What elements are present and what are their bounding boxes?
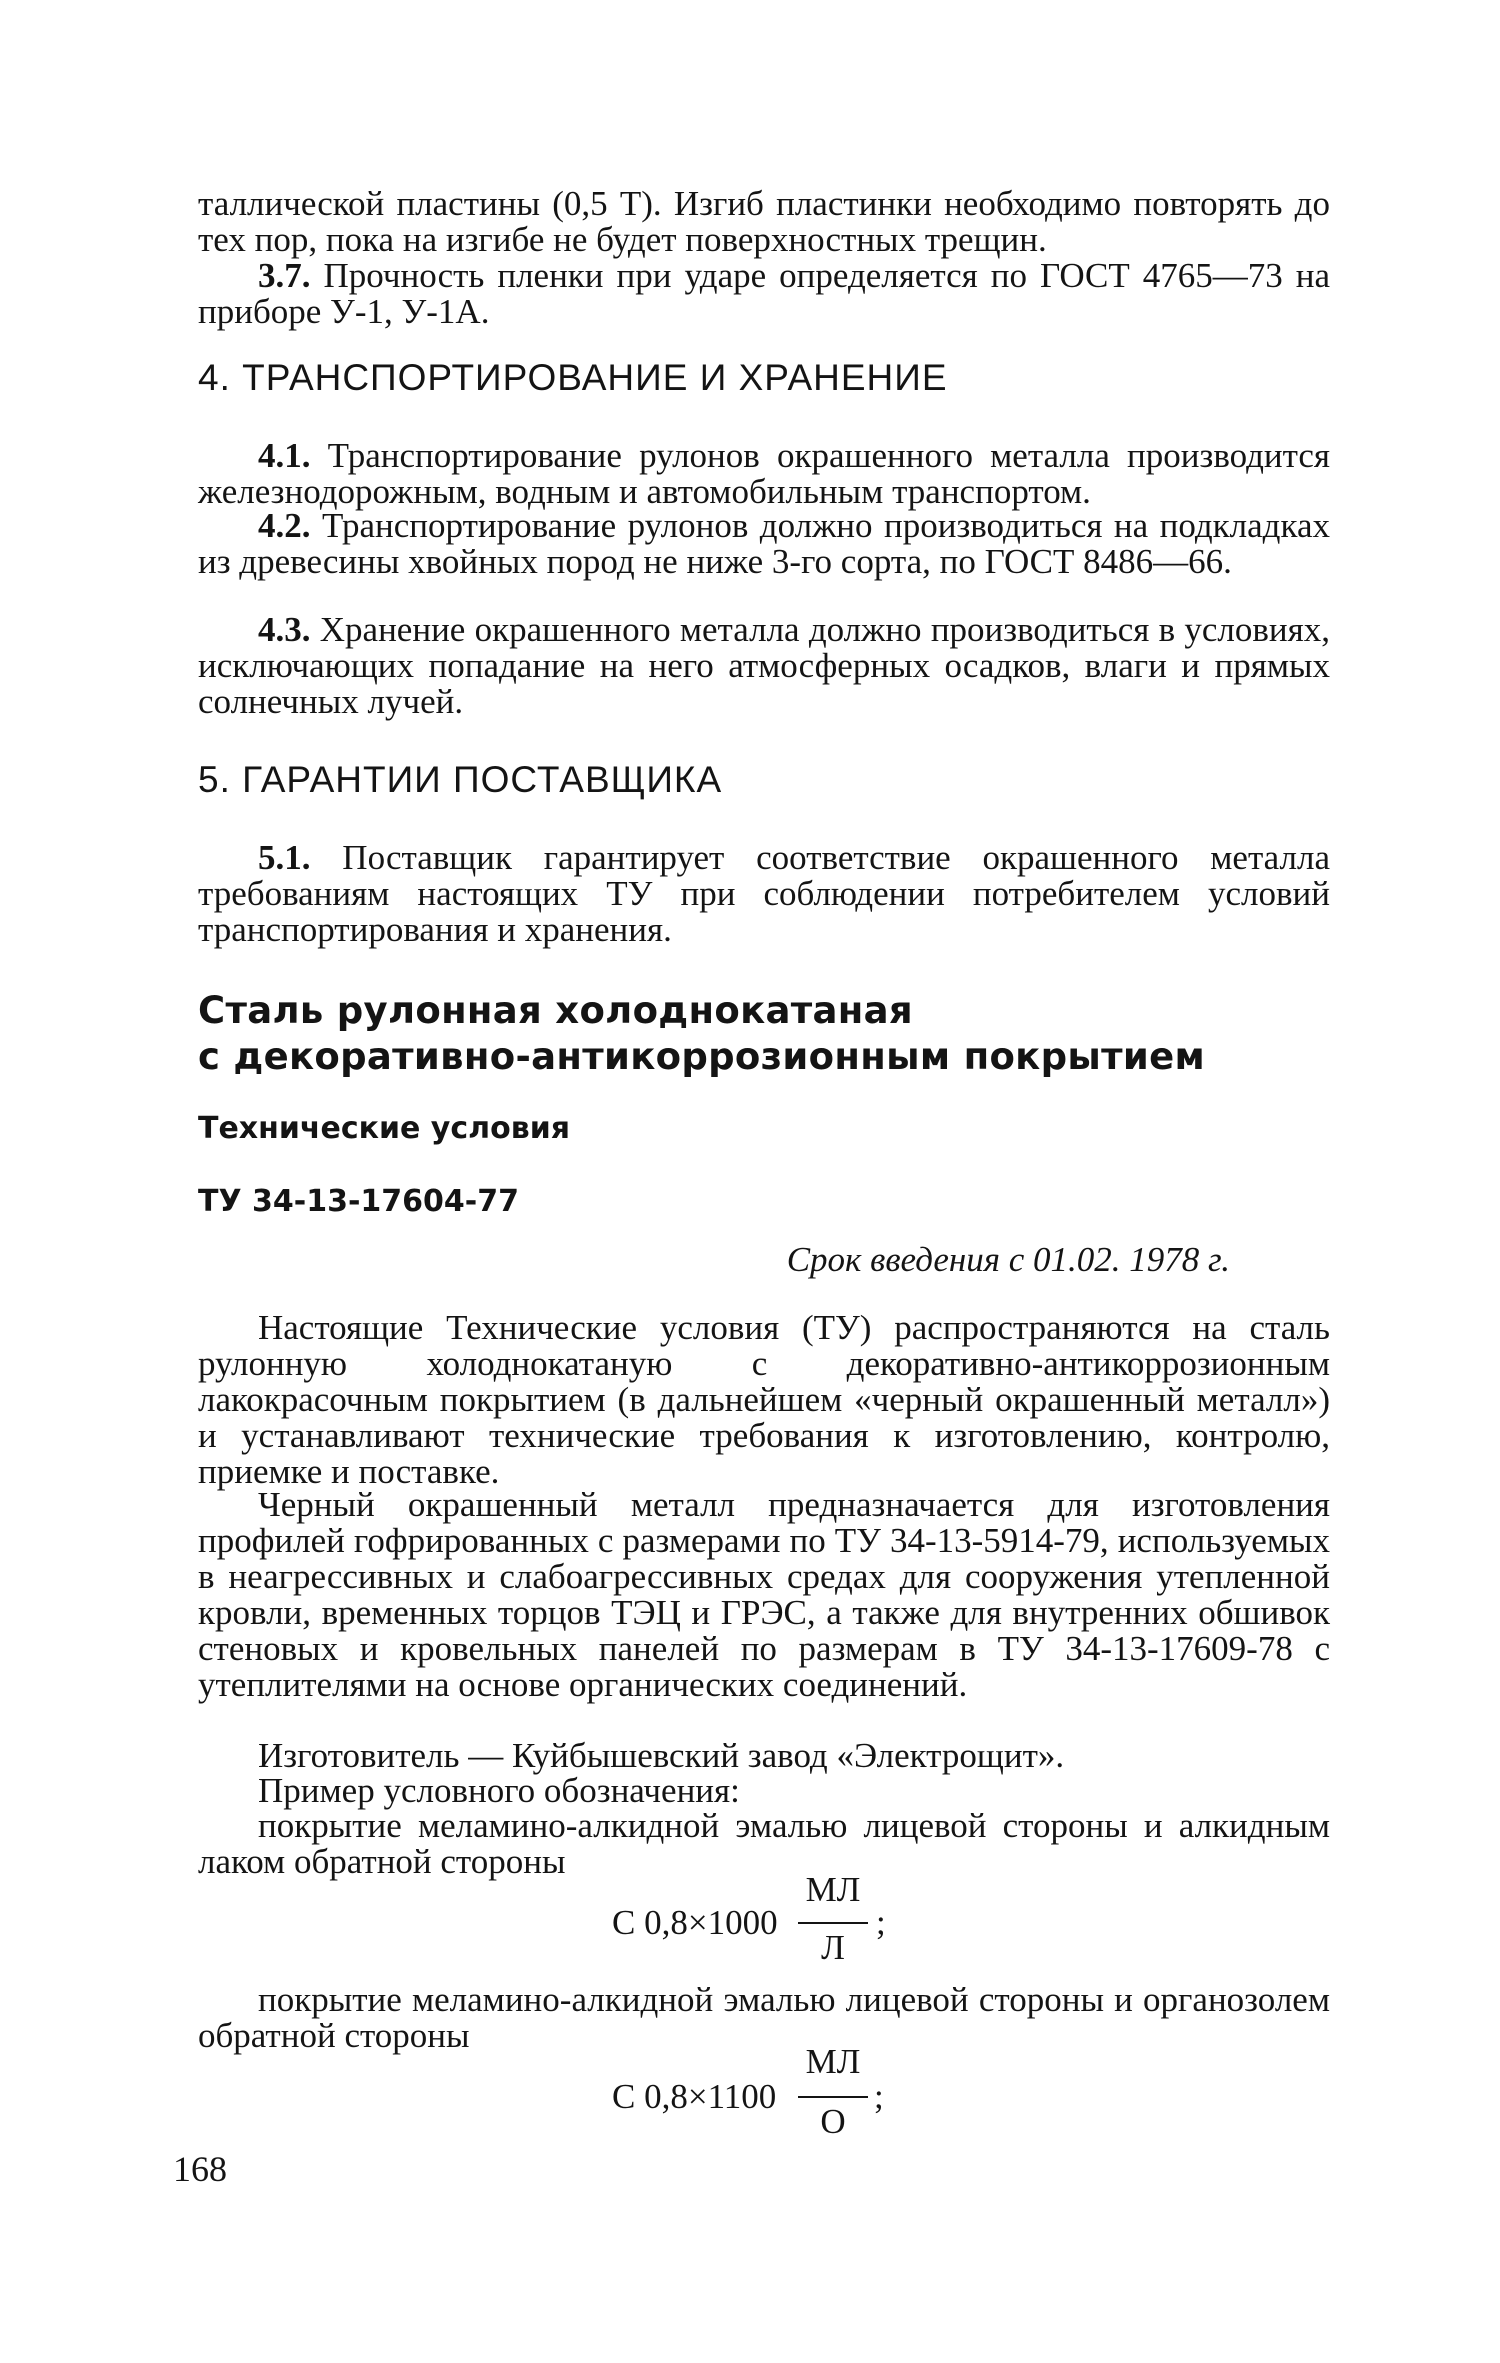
paragraph-example-1: покрытие меламино-алкидной эмалью лицевой стороны и алкидным лаком обратной стороны: [198, 1806, 1330, 1881]
paragraph-4-2: [198, 508, 1330, 580]
paragraph-purpose: Черный окрашенный металл предназначается для изготовления профилей гофрированных с размерами по ТУ 34-13-5914-79, используемых в неагрессивных и слабоагрессивных средах для сооружения утепленной кровли, временных торцов ТЭЦ и ГРЭС, а также для внутренних обшивок стеновых и кровельных панелей по размерам в ТУ 34-13-17609-78 с утеплителями на основе органических соединений.: [198, 1485, 1330, 1704]
clause-text: Транспортирование рулонов окрашенного металла производится железнодорожным, водным и автомобильным транспортом.: [198, 436, 1330, 511]
clause-number: 4.3.: [258, 610, 311, 649]
clause-text: Прочность пленки при ударе определяется по ГОСТ 4765—73 на приборе У-1, У-1А.: [198, 256, 1330, 331]
paragraph-5-1: [198, 840, 1330, 948]
formula-denominator: О: [820, 2102, 846, 2141]
document-code: ТУ 34-13-17604-77: [198, 1184, 520, 1219]
clause-number: 3.7.: [258, 256, 311, 295]
formula-lead: С 0,8×1000: [612, 1903, 778, 1942]
section-heading-5: 5. ГАРАНТИИ ПОСТАВЩИКА: [198, 759, 723, 800]
fraction-bar: [798, 1922, 868, 1924]
paragraph-3-7: [198, 258, 1330, 330]
designation-formula-1: [612, 1870, 952, 1980]
paragraph-continuation: таллической пластины (0,5 Т). Изгиб пластинки необходимо повторять до тех пор, пока на изгибе не будет поверхностных трещин.: [198, 184, 1330, 259]
formula-numerator: МЛ: [805, 1870, 861, 1909]
fraction-bar: [798, 2096, 868, 2098]
paragraph-example-label: Пример условного обозначения:: [258, 1771, 740, 1810]
clause-text: Транспортирование рулонов должно производиться на подкладках из древесины хвойных пород не ниже 3-го сорта, по ГОСТ 8486—66.: [198, 506, 1330, 581]
paragraph-4-3: [198, 612, 1330, 720]
page-number: 168: [173, 2149, 227, 2189]
formula-fraction: [798, 2042, 868, 2152]
effective-date: Срок введения с 01.02. 1978 г.: [786, 1240, 1230, 1279]
formula-fraction: [798, 1870, 868, 1980]
document-title-line-2: с декоративно-антикоррозионным покрытием: [198, 1035, 1206, 1078]
designation-formula-2: [612, 2042, 952, 2152]
paragraph-4-1: [198, 438, 1330, 510]
section-heading-4: 4. ТРАНСПОРТИРОВАНИЕ И ХРАНЕНИЕ: [198, 357, 948, 398]
paragraph-manufacturer: Изготовитель — Куйбышевский завод «Электрощит».: [258, 1736, 1065, 1775]
formula-denominator: Л: [821, 1928, 845, 1967]
formula-tail: ;: [876, 1903, 886, 1942]
formula-lead: С 0,8×1100: [612, 2077, 777, 2116]
clause-number: 4.1.: [258, 436, 311, 475]
clause-number: 4.2.: [258, 506, 311, 545]
clause-text: Хранение окрашенного металла должно производиться в условиях, исключающих попадание на него атмосферных осадков, влаги и прямых солнечных лучей.: [198, 610, 1330, 721]
paragraph-intro: Настоящие Технические условия (ТУ) распространяются на сталь рулонную холоднокатаную с декоративно-антикоррозионным лакокрасочным покрытием (в дальнейшем «черный окрашенный металл») и устанавливают технические требования к изготовлению, контролю, приемке и поставке.: [198, 1308, 1330, 1491]
clause-number: 5.1.: [258, 838, 311, 877]
document-subtitle: Технические условия: [198, 1111, 570, 1146]
paragraph-example-2: покрытие меламино-алкидной эмалью лицевой стороны и органозолем обратной стороны: [198, 1980, 1330, 2055]
clause-text: Поставщик гарантирует соответствие окрашенного металла требованиям настоящих ТУ при соблюдении потребителем условий транспортирования и хранения.: [198, 838, 1330, 949]
document-title-line-1: Сталь рулонная холоднокатаная: [198, 989, 913, 1032]
formula-tail: ;: [874, 2077, 884, 2116]
formula-numerator: МЛ: [805, 2042, 861, 2081]
